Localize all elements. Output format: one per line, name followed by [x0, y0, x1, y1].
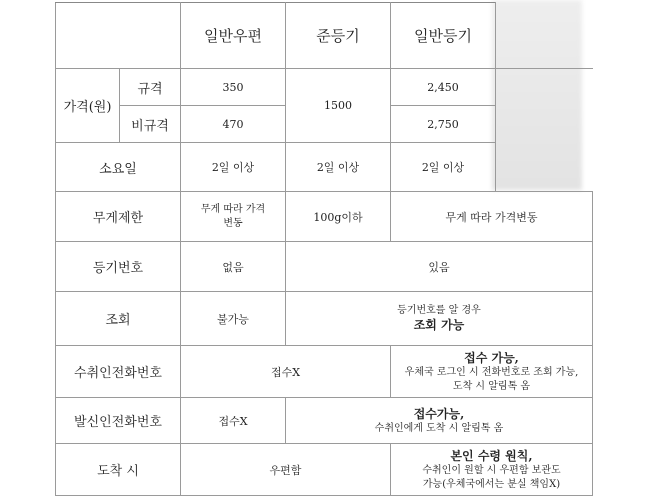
- semi-registered-price: 1500: [286, 69, 391, 143]
- tracking-number-general: 없음: [181, 242, 286, 292]
- header-general-mail: 일반우편: [181, 3, 286, 69]
- sender-phone-others-line1: 접수가능,: [413, 406, 465, 421]
- arrival-label: 도착 시: [56, 444, 181, 496]
- lookup-row: [56, 292, 593, 346]
- sender-phone-general: 접수X: [181, 398, 286, 444]
- nonstandard-general-price: 470: [181, 106, 286, 143]
- price-label: 가격(원): [56, 69, 120, 143]
- duration-blurred-cell: [496, 143, 593, 192]
- duration-semi: 2일 이상: [286, 143, 391, 192]
- arrival-registered-line2: 수취인이 원할 시 우편함 보관도: [422, 465, 561, 477]
- tracking-number-row: [56, 242, 593, 292]
- lookup-others: [286, 292, 593, 346]
- weight-semi: 100g이하: [286, 192, 391, 242]
- standard-registered-price: 2,450: [391, 69, 496, 106]
- header-semi-registered: 준등기: [286, 3, 391, 69]
- weight-registered: 무게 따라 가격변동: [391, 192, 593, 242]
- recipient-phone-registered-line1: 접수 가능,: [464, 350, 519, 365]
- sender-phone-label: 발신인전화번호: [56, 398, 181, 444]
- lookup-general: 불가능: [181, 292, 286, 346]
- arrival-registered-line1: 본인 수령 원칙,: [450, 448, 533, 463]
- tracking-number-label: 등기번호: [56, 242, 181, 292]
- recipient-phone-registered-line3: 도착 시 알림톡 옴: [452, 380, 531, 392]
- postal-comparison-table: [55, 2, 593, 496]
- sender-phone-others: [286, 398, 593, 444]
- weight-row: [56, 192, 593, 242]
- sender-phone-row: [56, 398, 593, 444]
- header-row: [56, 3, 593, 69]
- nonstandard-registered-price: 2,750: [391, 106, 496, 143]
- arrival-row: [56, 444, 593, 496]
- recipient-phone-row: [56, 346, 593, 398]
- arrival-registered: [391, 444, 593, 496]
- weight-general-line1: 무게 따라 가격: [200, 204, 266, 215]
- header-blurred-cell: [496, 3, 593, 69]
- duration-registered: 2일 이상: [391, 143, 496, 192]
- recipient-phone-registered-line2: 우체국 로그인 시 전화번호로 조회 가능,: [404, 367, 579, 379]
- arrival-registered-line3: 가능(우체국에서는 분실 책임X): [422, 478, 561, 490]
- recipient-phone-registered: [391, 346, 593, 398]
- recipient-phone-label: 수취인전화번호: [56, 346, 181, 398]
- lookup-others-line1: 등기번호를 알 경우: [397, 304, 481, 316]
- weight-general-line2: 변동: [223, 217, 243, 229]
- duration-general: 2일 이상: [181, 143, 286, 192]
- price-blurred-cell: [496, 69, 593, 143]
- nonstandard-label: 비규격: [120, 106, 181, 143]
- arrival-general-semi: 우편함: [181, 444, 391, 496]
- sender-phone-others-line2: 수취인에게 도착 시 알림톡 옴: [374, 422, 504, 434]
- price-standard-row: [56, 69, 593, 106]
- recipient-phone-general-semi: 접수X: [181, 346, 391, 398]
- header-registered: 일반등기: [391, 3, 496, 69]
- tracking-number-others: 있음: [286, 242, 593, 292]
- standard-label: 규격: [120, 69, 181, 106]
- lookup-others-line2: 조회 가능: [413, 318, 465, 333]
- standard-general-price: 350: [181, 69, 286, 106]
- weight-general: [181, 192, 286, 242]
- duration-label: 소요일: [56, 143, 181, 192]
- header-empty-cell: [56, 3, 181, 69]
- lookup-label: 조회: [56, 292, 181, 346]
- weight-label: 무게제한: [56, 192, 181, 242]
- duration-row: [56, 143, 593, 192]
